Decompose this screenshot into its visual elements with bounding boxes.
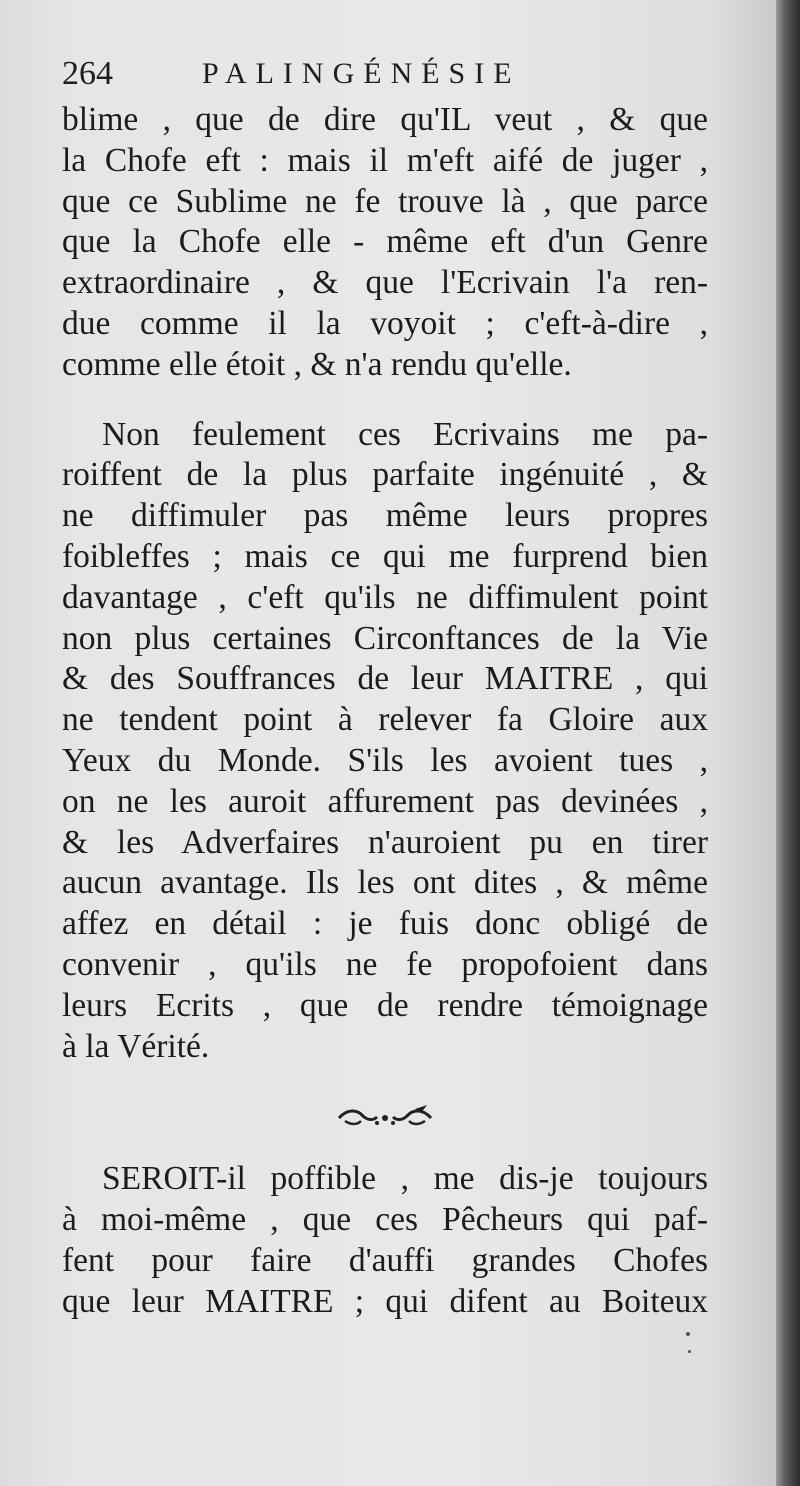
text-line: que la Chofe elle - même eft d'un Genre xyxy=(62,223,708,261)
paper-speck xyxy=(686,1332,690,1336)
text-line: davantage , c'eft qu'ils ne diffimulent point xyxy=(62,578,708,616)
text-line: ne diffimuler pas même leurs propres xyxy=(62,497,708,535)
text-line: que ce Sublime ne fe trouve là , que parce xyxy=(62,182,708,220)
text-line: roiffent de la plus parfaite ingénuité , & xyxy=(62,456,708,494)
text-line: ne tendent point à relever fa Gloire aux xyxy=(62,701,708,739)
paragraph-gap xyxy=(62,1067,708,1095)
text-line: blime , que de dire qu'IL veut , & que xyxy=(62,101,708,138)
text-line: Yeux du Monde. S'ils les avoient tues , xyxy=(62,741,708,779)
page-number: 264 xyxy=(62,55,113,92)
page-header xyxy=(62,52,722,102)
text-line: Non feulement ces Ecrivains me pa- xyxy=(102,415,708,453)
paper-speck xyxy=(688,1350,691,1353)
text-line: & des Souffrances de leur MAITRE , qui xyxy=(62,660,708,698)
text-line: que leur MAITRE ; qui difent au Boiteux xyxy=(62,1282,708,1320)
text-line: la Chofe eft : mais il m'eft aifé de juger , xyxy=(62,141,708,179)
text-line: SEROIT-il poffible , me dis-je toujours xyxy=(102,1160,708,1198)
paragraph-1 xyxy=(62,100,708,386)
text-line: on ne les auroit affurement pas devinées , xyxy=(62,782,708,820)
text-line: fent pour faire d'auffi grandes Chofes xyxy=(62,1241,708,1279)
text-line: extraordinaire , & que l'Ecrivain l'a ren- xyxy=(62,264,708,302)
text-line: comme elle étoit , & n'a rendu qu'elle. xyxy=(62,345,572,383)
paragraph-gap xyxy=(62,1135,708,1159)
text-line: aucun avantage. Ils les ont dites , & même xyxy=(62,864,708,902)
body-text xyxy=(62,100,708,1323)
running-title: PALINGÉNÉSIE xyxy=(202,57,521,90)
text-line: à la Vérité. xyxy=(62,1027,210,1065)
paragraph-2 xyxy=(62,415,708,1068)
text-line: à moi-même , que ces Pêcheurs qui paf- xyxy=(62,1201,708,1239)
paragraph-gap xyxy=(62,386,708,415)
text-line: foibleffes ; mais ce qui me furprend bien xyxy=(62,537,708,575)
text-line: leurs Ecrits , que de rendre témoignage xyxy=(62,986,708,1024)
text-line: affez en détail : je fuis donc obligé de xyxy=(62,905,708,943)
text-line: convenir , qu'ils ne fe propofoient dans xyxy=(62,945,708,983)
text-line: due comme il la voyoit ; c'eft-à-dire , xyxy=(62,304,708,342)
paragraph-3 xyxy=(62,1159,708,1322)
text-line: non plus certaines Circonftances de la Vie xyxy=(62,619,708,657)
fleuron-icon xyxy=(62,1095,708,1135)
page-edge-shadow xyxy=(776,0,800,1486)
text-line: & les Adverfaires n'auroient pu en tirer xyxy=(62,823,708,861)
